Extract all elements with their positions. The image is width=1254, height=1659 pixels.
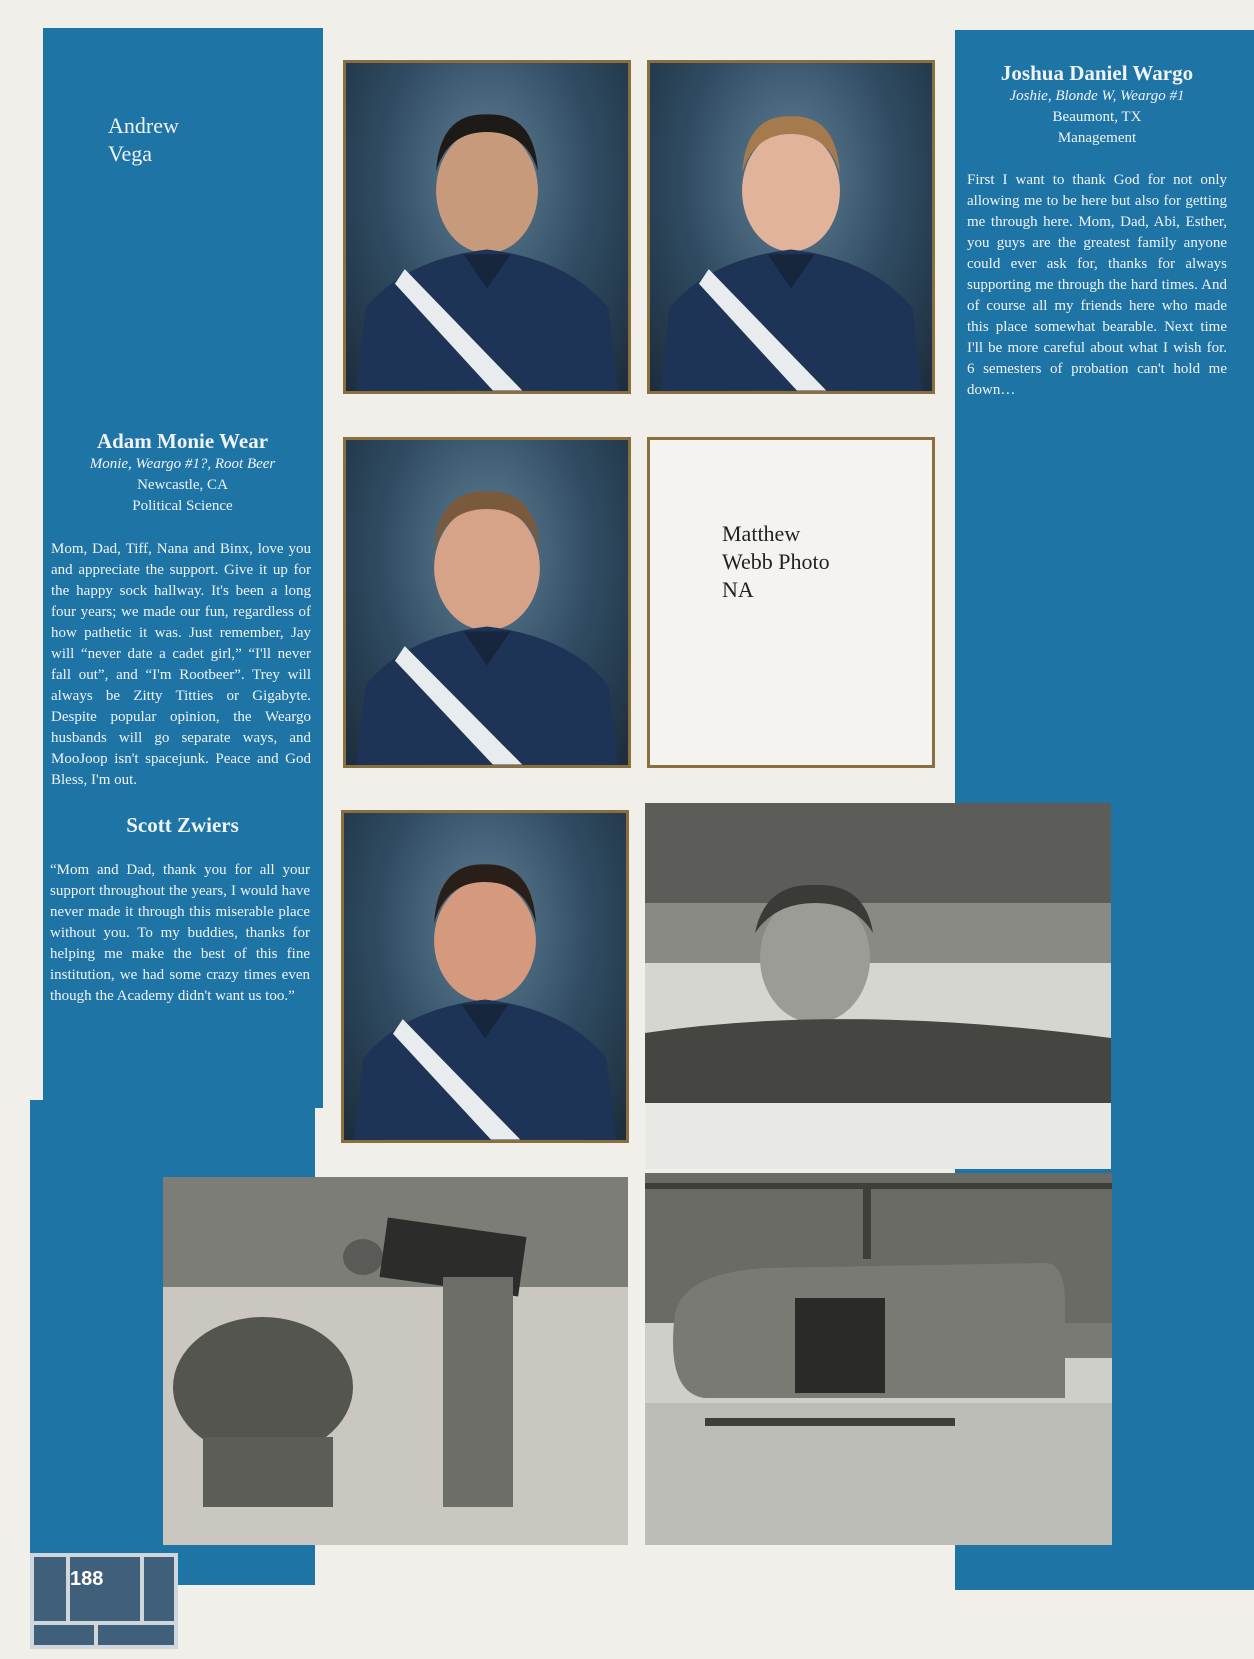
- portrait-andrew-vega: [343, 60, 631, 394]
- adam-bio: Mom, Dad, Tiff, Nana and Binx, love you and appreciate the support. Give it up for the happy sock hallway. It's been a long four years; we made our fun, regardless of how pathetic it was. Just remember, Jay will “never date a cadet girl,” “I'll never fall out”, and “I'm Rootbeer”. Trey will always be Zitty Titties or Gigabyte. Despite popular opinion, the Weargo husbands will go separate ways, and MooJoop isn't spacejunk. Peace and God Bless, I'm out.: [51, 541, 311, 788]
- cadet-portrait-image: [346, 63, 628, 391]
- page-number: 188: [70, 1568, 104, 1590]
- crawling-training-photo: [645, 803, 1111, 1169]
- photo-helicopter: [645, 1173, 1112, 1545]
- joshua-nicknames: Joshie, Blonde W, Weargo #1: [1009, 88, 1185, 104]
- scott-header: [50, 812, 315, 838]
- photo-crawling-cadet: [645, 803, 1111, 1169]
- scott-bio: “Mom and Dad, thank you for all your support throughout the years, I would have never made it through this miserable place without you. To my buddies, thanks for helping me make the best of this fine institution, we had some crazy times even though the Academy didn't want us too.”: [50, 862, 310, 1004]
- page-tab-graphic: [30, 1553, 178, 1649]
- matthew-line1: Matthew: [722, 521, 801, 546]
- photo-two-cadets-field: [163, 1177, 628, 1545]
- adam-header: [50, 428, 315, 517]
- helicopter-photo: [645, 1173, 1112, 1545]
- adam-hometown: Newcastle, CA: [137, 477, 228, 493]
- joshua-bio: First I want to thank God for not only allowing me to be here but also for getting me through here. Mom, Dad, Abi, Esther, you guys are the greatest family anyone could ever ask for, thanks for always supporting me through the hard times. And of course all my friends here who made this place somewhat bearable. Next time I'll be more careful about what I wish for. 6 semesters of probation can't hold me down…: [967, 172, 1227, 398]
- joshua-name: Joshua Daniel Wargo: [1000, 61, 1194, 85]
- andrew-vega-name: [108, 112, 179, 168]
- matthew-webb-placeholder-text: [722, 520, 830, 604]
- adam-nicknames: Monie, Weargo #1?, Root Beer: [89, 456, 276, 472]
- page-number-tab: [30, 1553, 178, 1649]
- scott-name: Scott Zwiers: [126, 813, 239, 837]
- andrew-first-name: Andrew: [108, 113, 179, 138]
- matthew-line3: NA: [722, 577, 754, 602]
- photo-placeholder-matthew-webb: [647, 437, 935, 768]
- matthew-line2: Webb Photo: [722, 549, 830, 574]
- cadet-portrait-image: [346, 440, 628, 765]
- adam-name: Adam Monie Wear: [96, 429, 269, 453]
- cadet-portrait-image: [650, 63, 932, 391]
- cadet-portrait-image: [344, 813, 626, 1140]
- portrait-scott-zwiers: [341, 810, 629, 1143]
- portrait-adam-wear: [343, 437, 631, 768]
- adam-major: Political Science: [132, 498, 233, 514]
- joshua-hometown: Beaumont, TX: [1052, 109, 1142, 125]
- joshua-header: [962, 60, 1232, 149]
- joshua-major: Management: [1057, 130, 1137, 146]
- portrait-joshua-wargo: [647, 60, 935, 394]
- cadets-field-photo: [163, 1177, 628, 1545]
- andrew-last-name: Vega: [108, 141, 152, 166]
